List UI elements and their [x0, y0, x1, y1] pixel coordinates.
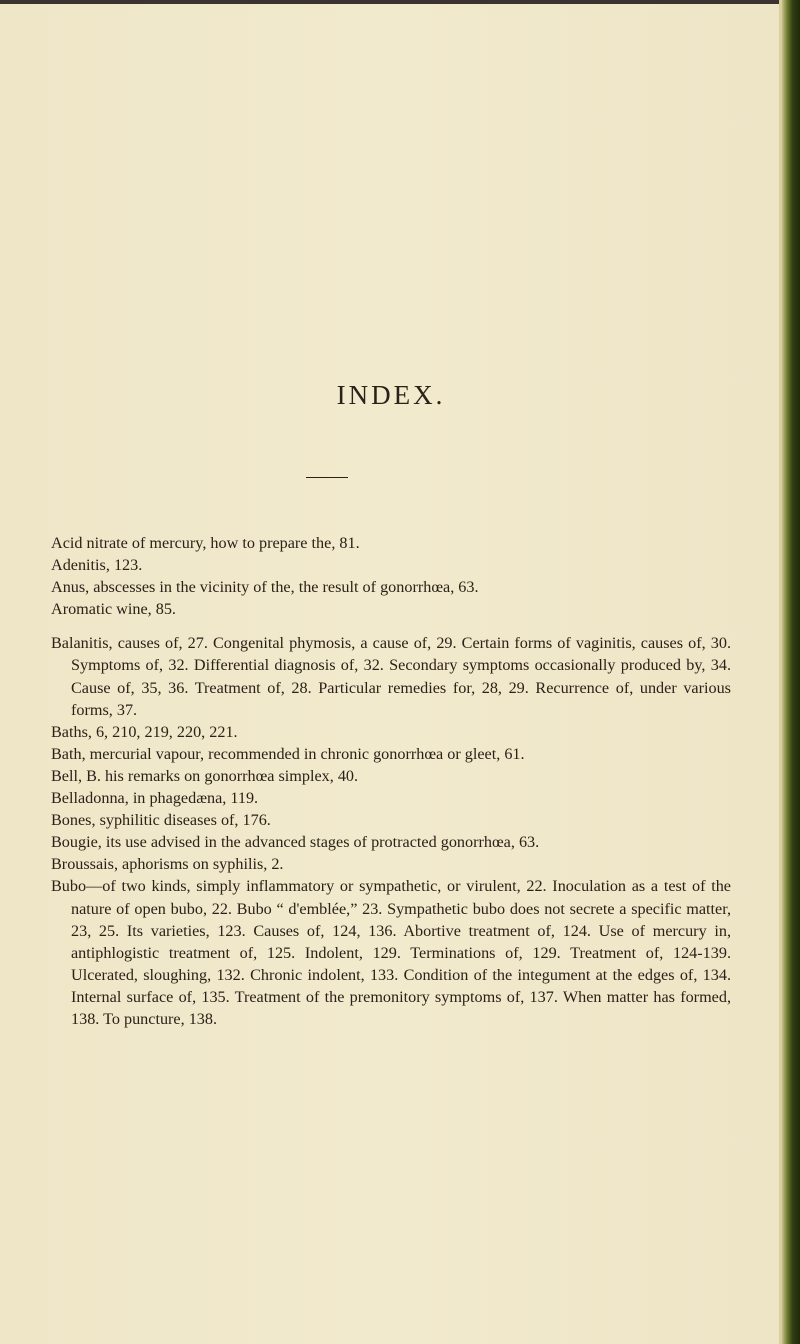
index-entry: Bubo—of two kinds, simply inflammatory or sympathetic, or virulent, 22. Inoculation as a test of the nature of open bubo, 22. Bubo “ d'emblée,” 23. Sympathetic bubo does not secrete a specific matter, 23, 25. Its varieties, 123. Causes of, 124, 136. Abortive treatment of, 124. Use of mercury in, antiphlogistic treatment of, 125. Indolent, 129. Terminations of, 129. Treatment of, 124-139. Ulcerated, sloughing, 132. Chronic indolent, 133. Condition of the integument at the edges of, 134. Internal surface of, 135. Treatment of the premonitory symptoms of, 137. When matter has formed, 138. To puncture, 138.: [51, 877, 731, 1028]
index-entry: Aromatic wine, 85.: [51, 600, 176, 619]
book-cover-edge: [782, 0, 800, 1344]
index-entry: Balanitis, causes of, 27. Congenital phymosis, a cause of, 29. Certain forms of vaginitis, causes of, 30. Symptoms of, 32. Differential diagnosis of, 32. Secondary symptoms occasionally produced by, 34. Cause of, 35, 36. Treatment of, 28. Particular remedies for, 28, 29. Recurrence of, under various forms, 37.: [51, 634, 731, 719]
index-entry: Anus, abscesses in the vicinity of the, the result of gonorrhœa, 63.: [51, 578, 479, 597]
index-entries: [51, 532, 731, 1030]
index-entry: Bougie, its use advised in the advanced stages of protracted gonorrhœa, 63.: [51, 833, 540, 852]
index-entry: Acid nitrate of mercury, how to prepare the, 81.: [51, 534, 360, 552]
index-entry: Belladonna, in phagedæna, 119.: [51, 789, 259, 808]
index-entry: Adenitis, 123.: [51, 556, 143, 575]
index-entry: Broussais, aphorisms on syphilis, 2.: [51, 855, 284, 874]
page-top-edge: [0, 0, 800, 4]
index-entry: Bell, B. his remarks on gonorrhœa simplex, 40.: [51, 766, 359, 785]
title-rule: [306, 477, 348, 478]
index-entry: Bones, syphilitic diseases of, 176.: [51, 811, 271, 830]
index-entry: Bath, mercurial vapour, recommended in chronic gonorrhœa or gleet, 61.: [51, 744, 525, 763]
page-title: INDEX.: [336, 380, 446, 411]
index-entry: Baths, 6, 210, 219, 220, 221.: [51, 722, 238, 741]
